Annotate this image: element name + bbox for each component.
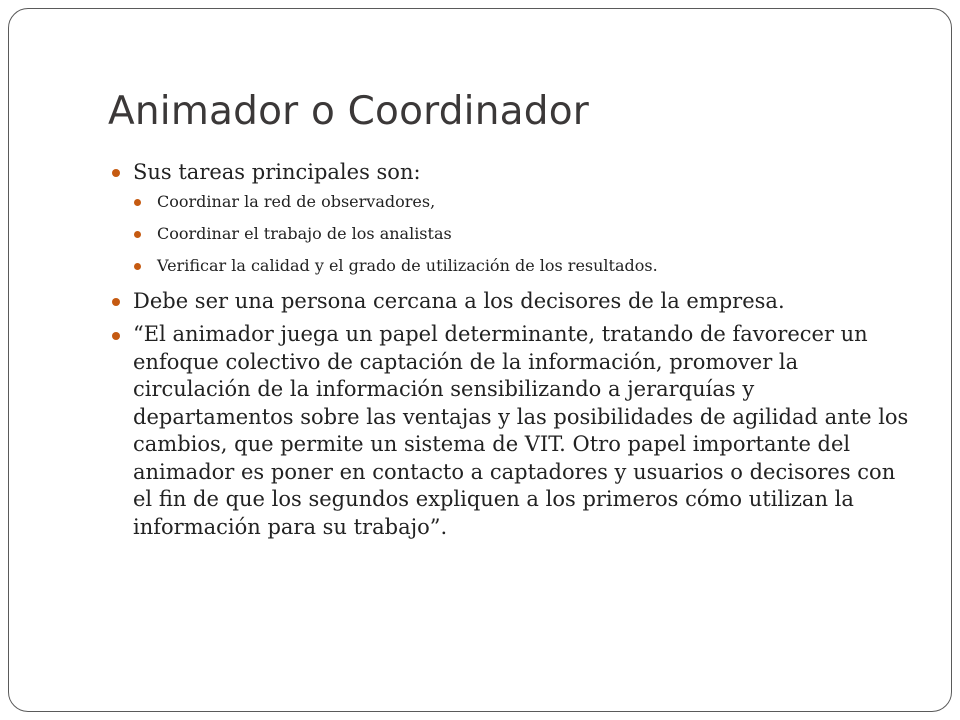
bullet-list [109, 158, 909, 541]
bullet-dot-icon [134, 263, 141, 270]
bullet-text: Debe ser una persona cercana a los decisores de la empresa. [133, 288, 785, 313]
sub-bullet-list [133, 191, 909, 277]
sub-bullet-item [133, 223, 909, 245]
bullet-dot-icon [134, 199, 141, 206]
sub-bullet-text: Coordinar la red de observadores, [157, 191, 436, 211]
slide-body [109, 158, 909, 547]
bullet-text: “El animador juega un papel determinante, tratando de favorecer un enfoque colectivo de captación de la información, promover la circulación de la información sensibilizando a jerarquías y departamentos sobre las ventajas y las posibilidades de agilidad ante los cambios, que permite un sistema de VIT. Otro papel importante del animador es poner en contacto a captadores y usuarios o decisores con el fin de que los segundos expliquen a los primeros cómo utilizan la información para su trabajo”. [133, 322, 909, 539]
sub-bullet-item [133, 191, 909, 213]
sub-bullet-item [133, 255, 909, 277]
bullet-item [109, 321, 909, 541]
sub-bullet-text: Verificar la calidad y el grado de utilización de los resultados. [157, 255, 658, 275]
bullet-item [109, 287, 909, 316]
bullet-dot-icon [112, 298, 120, 306]
bullet-text: Sus tareas principales son: [133, 160, 421, 184]
bullet-dot-icon [112, 332, 120, 340]
sub-bullet-text: Coordinar el trabajo de los analistas [157, 223, 452, 243]
bullet-item [109, 158, 909, 277]
bullet-dot-icon [134, 231, 141, 238]
bullet-dot-icon [112, 169, 120, 177]
slide [8, 8, 952, 712]
slide-title: Animador o Coordinador [108, 89, 589, 134]
